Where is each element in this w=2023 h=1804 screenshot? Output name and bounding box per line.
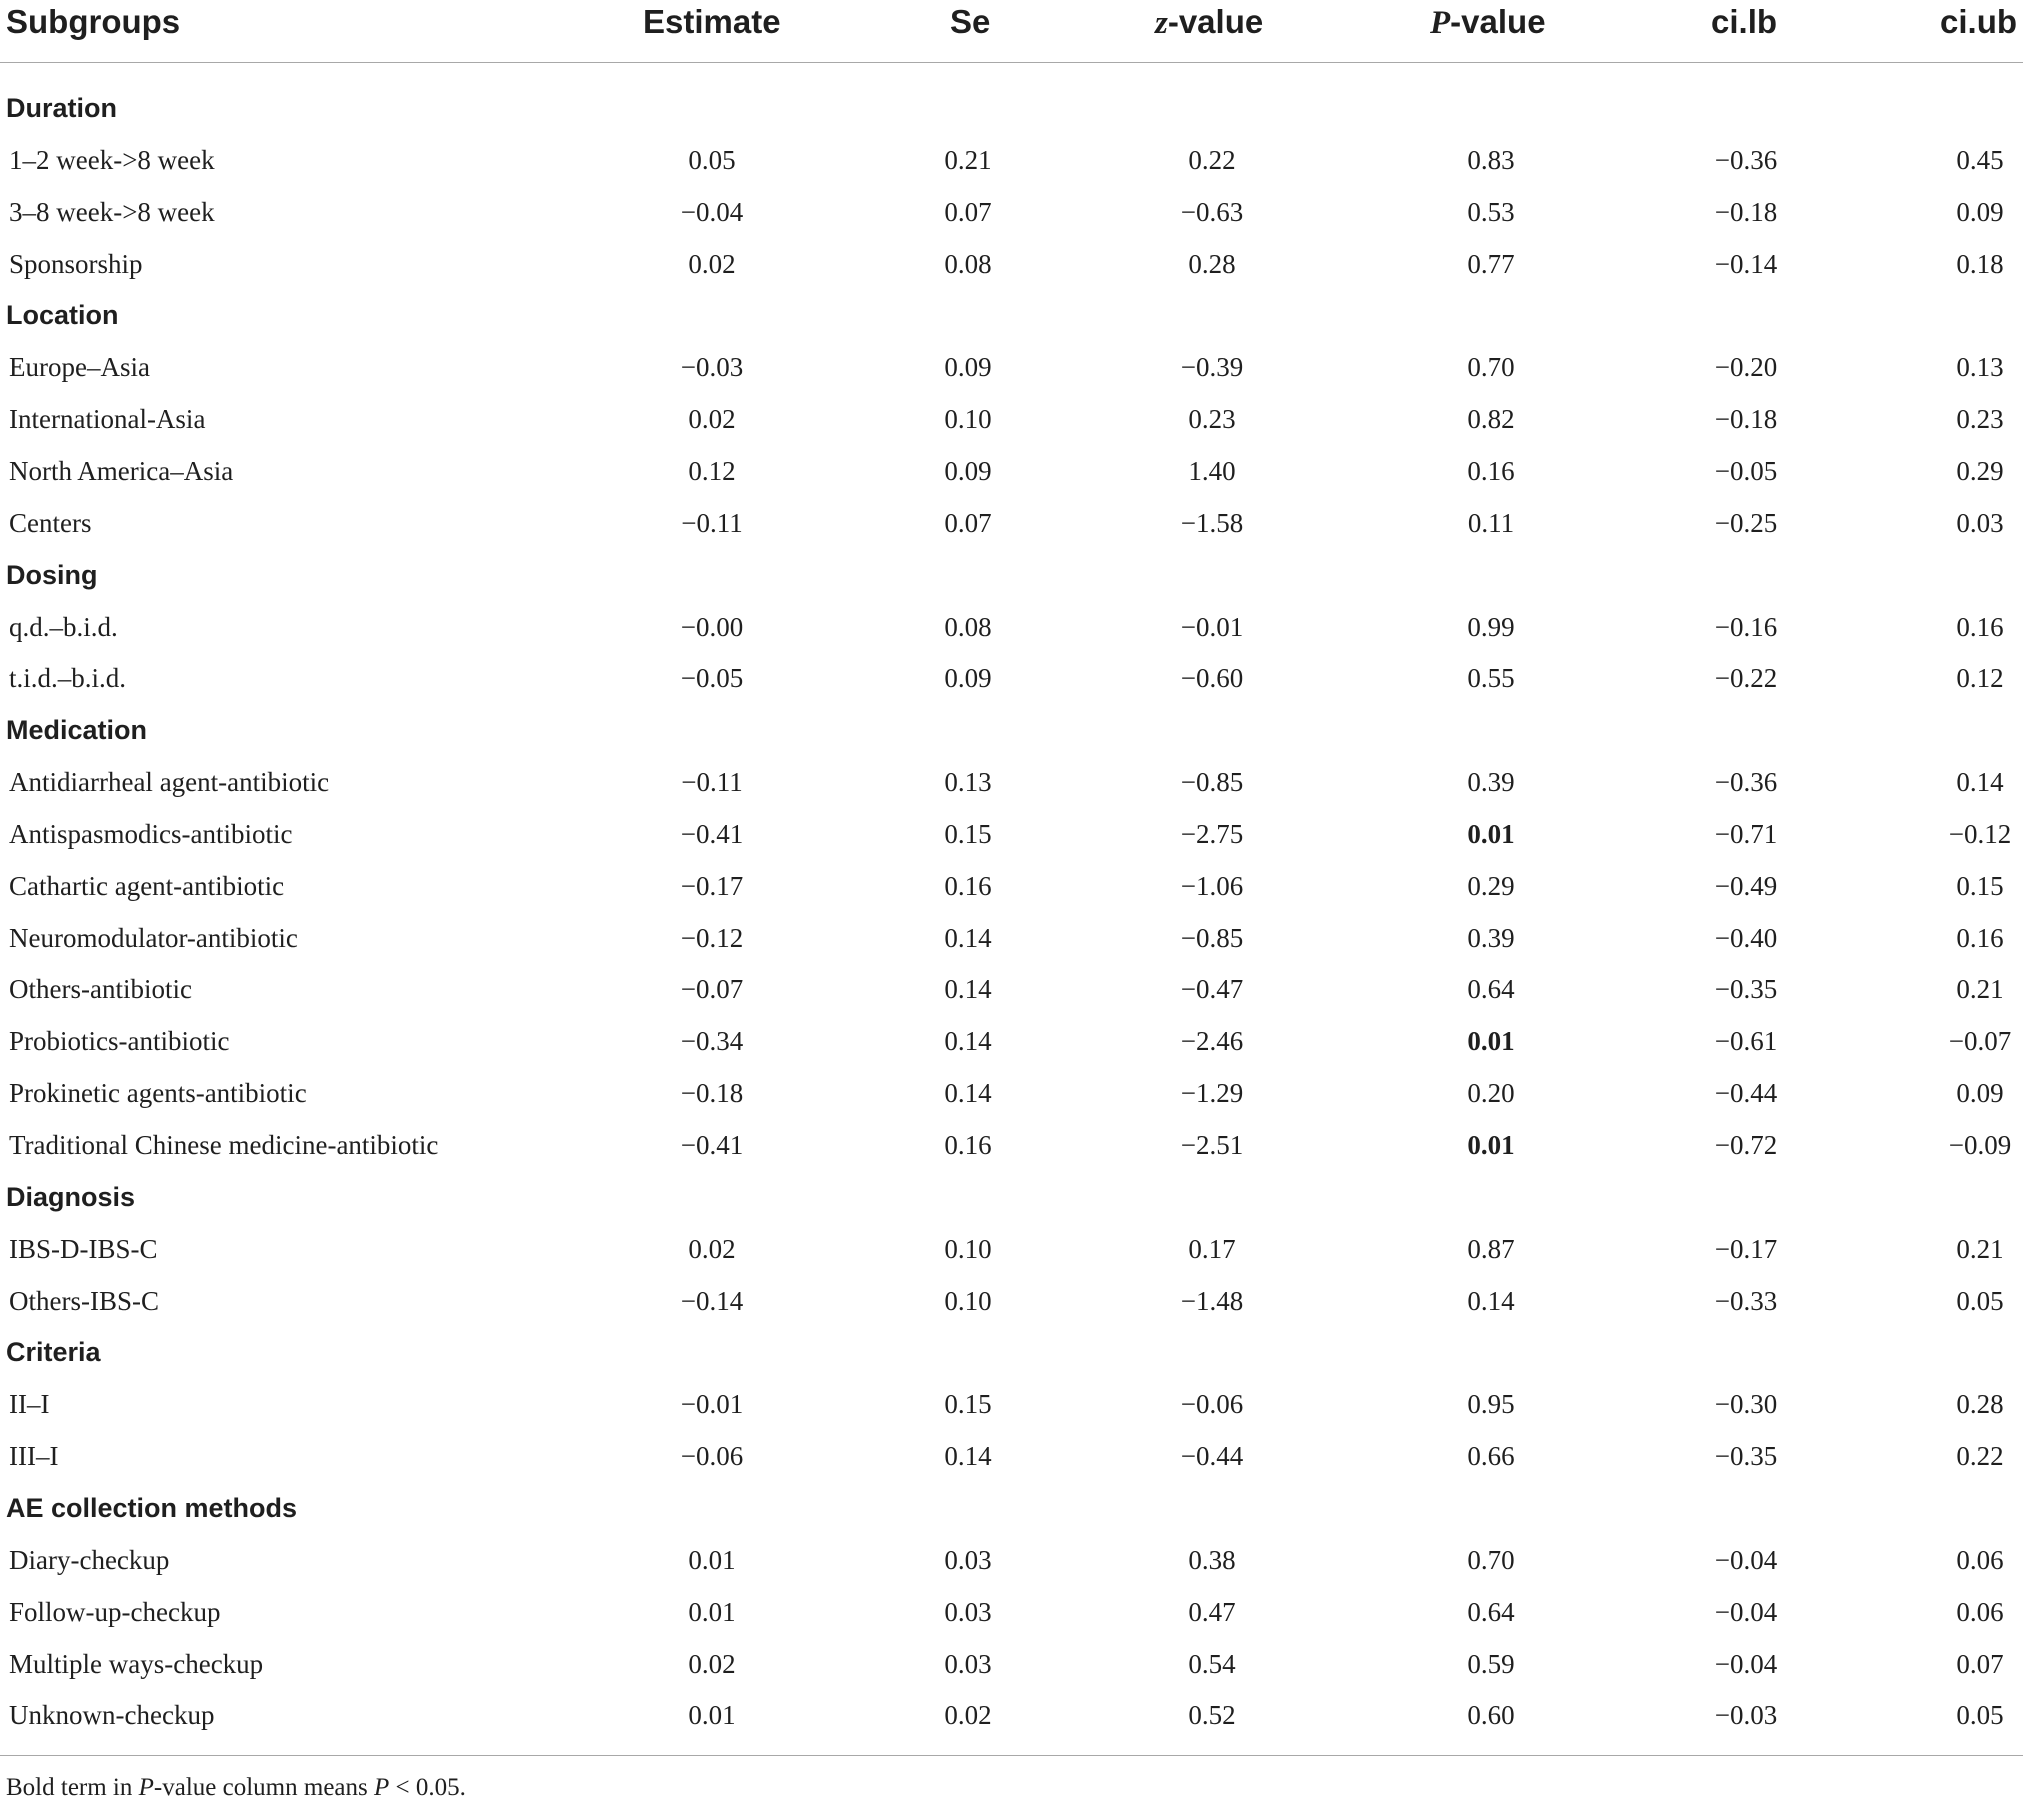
header-se: Se <box>950 3 991 40</box>
cell-z-value: 0.17 <box>1188 1233 1236 1264</box>
header-z-italic: z <box>1155 5 1168 41</box>
footnote-suffix: < 0.05. <box>389 1774 466 1801</box>
cell-se: 0.09 <box>944 455 992 486</box>
cell-ci-ub: 0.13 <box>1956 352 2004 383</box>
cell-z-value: 0.38 <box>1188 1544 1236 1575</box>
cell-subgroup: Probiotics-antibiotic <box>9 1026 230 1057</box>
cell-z-value: 0.28 <box>1188 248 1236 279</box>
cell-estimate: 0.02 <box>688 1648 736 1679</box>
group-label: AE collection methods <box>6 1492 298 1523</box>
cell-se: 0.15 <box>944 1389 992 1420</box>
cell-estimate: −0.05 <box>680 663 744 694</box>
cell-ci-ub: −0.12 <box>1948 818 2012 849</box>
cell-ci-lb: −0.04 <box>1714 1596 1778 1627</box>
cell-ci-lb: −0.16 <box>1714 611 1778 642</box>
cell-ci-lb: −0.04 <box>1714 1648 1778 1679</box>
cell-p-value: 0.39 <box>1467 767 1515 798</box>
cell-z-value: 1.40 <box>1188 455 1236 486</box>
footnote-p-italic-2: P <box>374 1774 390 1801</box>
cell-subgroup: Prokinetic agents-antibiotic <box>9 1078 307 1109</box>
cell-z-value: 0.47 <box>1188 1596 1236 1627</box>
cell-subgroup: 3–8 week->8 week <box>9 196 215 227</box>
cell-subgroup: t.i.d.–b.i.d. <box>9 663 127 694</box>
cell-ci-lb: −0.25 <box>1714 507 1778 538</box>
cell-z-value: 0.52 <box>1188 1700 1236 1731</box>
cell-ci-ub: −0.07 <box>1948 1026 2012 1057</box>
cell-estimate: −0.11 <box>681 767 743 798</box>
cell-subgroup: 1–2 week->8 week <box>9 144 215 175</box>
cell-estimate: −0.01 <box>680 1389 744 1420</box>
table-row <box>0 1223 2023 1275</box>
cell-se: 0.14 <box>944 1026 992 1057</box>
cell-p-value: 0.83 <box>1467 144 1515 175</box>
header-estimate: Estimate <box>643 3 781 40</box>
table-row <box>0 1119 2023 1171</box>
cell-estimate: 0.01 <box>688 1700 736 1731</box>
cell-estimate: 0.12 <box>688 455 736 486</box>
cell-ci-lb: −0.22 <box>1714 663 1778 694</box>
cell-z-value: 0.22 <box>1188 144 1236 175</box>
cell-ci-lb: −0.33 <box>1714 1285 1778 1316</box>
cell-z-value: −0.85 <box>1180 922 1244 953</box>
cell-p-value: 0.66 <box>1467 1441 1515 1472</box>
bottom-rule <box>0 1755 2023 1756</box>
cell-estimate: 0.01 <box>688 1596 736 1627</box>
table-row <box>0 497 2023 549</box>
cell-subgroup: Centers <box>9 507 92 538</box>
cell-ci-ub: 0.12 <box>1956 663 2004 694</box>
cell-ci-ub: 0.14 <box>1956 767 2004 798</box>
cell-p-value: 0.95 <box>1467 1389 1515 1420</box>
cell-ci-ub: 0.21 <box>1956 974 2004 1005</box>
cell-ci-ub: 0.28 <box>1956 1389 2004 1420</box>
cell-subgroup: Cathartic agent-antibiotic <box>9 870 285 901</box>
cell-z-value: 0.54 <box>1188 1648 1236 1679</box>
group-heading-row <box>0 1326 2023 1378</box>
cell-se: 0.09 <box>944 663 992 694</box>
cell-ci-ub: 0.15 <box>1956 870 2004 901</box>
table-row <box>0 652 2023 704</box>
table-row <box>0 963 2023 1015</box>
cell-se: 0.03 <box>944 1544 992 1575</box>
cell-p-value: 0.11 <box>1467 507 1515 538</box>
cell-subgroup: Europe–Asia <box>9 352 150 383</box>
cell-se: 0.21 <box>944 144 992 175</box>
table-row <box>0 134 2023 186</box>
cell-se: 0.16 <box>944 870 992 901</box>
cell-ci-lb: −0.49 <box>1714 870 1778 901</box>
cell-ci-ub: 0.16 <box>1956 611 2004 642</box>
cell-ci-ub: 0.05 <box>1956 1285 2004 1316</box>
cell-ci-ub: 0.18 <box>1956 248 2004 279</box>
group-heading-row <box>0 1482 2023 1534</box>
cell-ci-ub: 0.06 <box>1956 1544 2004 1575</box>
cell-p-value: 0.20 <box>1467 1078 1515 1109</box>
cell-p-value: 0.70 <box>1467 352 1515 383</box>
table-row <box>0 1586 2023 1638</box>
cell-estimate: −0.14 <box>680 1285 744 1316</box>
table-footnote <box>6 1773 466 1803</box>
cell-subgroup: Neuromodulator-antibiotic <box>9 922 298 953</box>
cell-z-value: −0.44 <box>1180 1441 1244 1472</box>
header-ci-ub: ci.ub <box>1940 3 2018 40</box>
group-label: Duration <box>6 93 117 123</box>
cell-ci-ub: 0.45 <box>1956 144 2004 175</box>
table-row <box>0 860 2023 912</box>
cell-se: 0.08 <box>944 611 992 642</box>
cell-estimate: −0.00 <box>680 611 744 642</box>
cell-se: 0.10 <box>944 1285 992 1316</box>
header-rule <box>0 62 2023 63</box>
table-row <box>0 601 2023 653</box>
table-row <box>0 756 2023 808</box>
cell-estimate: −0.18 <box>680 1078 744 1109</box>
cell-z-value: −0.60 <box>1180 663 1244 694</box>
cell-p-value: 0.60 <box>1467 1700 1515 1731</box>
cell-subgroup: Sponsorship <box>9 248 143 279</box>
cell-subgroup: Multiple ways-checkup <box>9 1648 264 1679</box>
cell-se: 0.16 <box>944 1130 992 1160</box>
cell-se: 0.08 <box>944 248 992 279</box>
group-label: Criteria <box>6 1337 101 1368</box>
cell-ci-ub: 0.06 <box>1956 1596 2004 1627</box>
table-row <box>0 1534 2023 1586</box>
cell-ci-lb: −0.36 <box>1714 144 1778 175</box>
cell-subgroup: Antidiarrheal agent-antibiotic <box>9 767 330 798</box>
cell-subgroup: II–I <box>9 1389 50 1420</box>
cell-subgroup: Unknown-checkup <box>9 1700 215 1731</box>
cell-ci-lb: −0.20 <box>1714 352 1778 383</box>
table-row <box>0 912 2023 964</box>
header-subgroups: Subgroups <box>6 3 181 40</box>
cell-subgroup: q.d.–b.i.d. <box>9 611 118 642</box>
cell-se: 0.10 <box>944 404 992 435</box>
cell-subgroup: Follow-up-checkup <box>9 1596 221 1627</box>
cell-estimate: −0.07 <box>680 974 744 1005</box>
cell-p-value: 0.59 <box>1467 1648 1515 1679</box>
group-heading-row <box>0 549 2023 601</box>
group-label: Dosing <box>6 559 98 590</box>
cell-estimate: −0.41 <box>680 818 744 849</box>
header-z-value <box>1155 0 1263 45</box>
cell-ci-ub: −0.09 <box>1948 1130 2012 1160</box>
table-row <box>0 1689 2023 1741</box>
cell-se: 0.02 <box>944 1700 992 1731</box>
cell-ci-lb: −0.18 <box>1714 196 1778 227</box>
cell-estimate: −0.04 <box>680 196 744 227</box>
cell-p-value: 0.99 <box>1467 611 1515 642</box>
cell-z-value: 0.23 <box>1188 404 1236 435</box>
cell-estimate: 0.01 <box>688 1544 736 1575</box>
cell-se: 0.14 <box>944 1441 992 1472</box>
cell-ci-lb: −0.36 <box>1714 767 1778 798</box>
cell-subgroup: IBS-D-IBS-C <box>9 1233 158 1264</box>
cell-se: 0.07 <box>944 507 992 538</box>
group-heading-row <box>0 1171 2023 1223</box>
cell-ci-ub: 0.03 <box>1956 507 2004 538</box>
table-row <box>0 186 2023 238</box>
cell-estimate: −0.12 <box>680 922 744 953</box>
table-row <box>0 341 2023 393</box>
cell-ci-lb: −0.04 <box>1714 1544 1778 1575</box>
table-row <box>0 1275 2023 1327</box>
cell-estimate: 0.02 <box>688 248 736 279</box>
cell-se: 0.13 <box>944 767 992 798</box>
group-label: Location <box>6 300 119 331</box>
table-row <box>0 1067 2023 1119</box>
cell-p-value: 0.82 <box>1467 404 1515 435</box>
cell-p-value: 0.29 <box>1467 870 1515 901</box>
cell-p-value: 0.53 <box>1467 196 1515 227</box>
cell-ci-ub: 0.05 <box>1956 1700 2004 1731</box>
cell-ci-lb: −0.14 <box>1714 248 1778 279</box>
cell-p-value: 0.87 <box>1467 1233 1515 1264</box>
cell-subgroup: Traditional Chinese medicine-antibiotic <box>9 1130 439 1160</box>
cell-z-value: −0.63 <box>1180 196 1244 227</box>
table-row <box>0 808 2023 860</box>
cell-z-value: −0.47 <box>1180 974 1244 1005</box>
cell-estimate: 0.02 <box>688 1233 736 1264</box>
cell-se: 0.15 <box>944 818 992 849</box>
cell-estimate: 0.05 <box>688 144 736 175</box>
cell-z-value: −2.46 <box>1180 1026 1244 1057</box>
cell-ci-ub: 0.16 <box>1956 922 2004 953</box>
group-heading-row <box>0 704 2023 756</box>
table-row <box>0 1015 2023 1067</box>
cell-subgroup: Antispasmodics-antibiotic <box>9 818 293 849</box>
cell-estimate: −0.34 <box>680 1026 744 1057</box>
cell-estimate: −0.41 <box>680 1130 744 1160</box>
cell-ci-ub: 0.09 <box>1956 196 2004 227</box>
cell-p-value: 0.55 <box>1467 663 1515 694</box>
table-row <box>0 1430 2023 1482</box>
header-p-rest: -value <box>1450 3 1546 40</box>
header-z-rest: -value <box>1167 3 1264 40</box>
cell-z-value: −0.39 <box>1180 352 1244 383</box>
cell-se: 0.03 <box>944 1648 992 1679</box>
cell-z-value: −1.58 <box>1180 507 1244 538</box>
cell-subgroup: North America–Asia <box>9 455 234 486</box>
table-row <box>0 1378 2023 1430</box>
cell-p-value: 0.01 <box>1467 1130 1515 1160</box>
cell-se: 0.03 <box>944 1596 992 1627</box>
cell-ci-ub: 0.23 <box>1956 404 2004 435</box>
cell-z-value: −2.75 <box>1180 818 1244 849</box>
cell-se: 0.10 <box>944 1233 992 1264</box>
cell-ci-lb: −0.17 <box>1714 1233 1778 1264</box>
cell-z-value: −0.85 <box>1180 767 1244 798</box>
header-ci-lb: ci.lb <box>1711 3 1778 40</box>
cell-estimate: −0.17 <box>680 870 744 901</box>
cell-subgroup: Diary-checkup <box>9 1544 170 1575</box>
cell-subgroup: Others-antibiotic <box>9 974 192 1005</box>
table-row <box>0 1638 2023 1690</box>
cell-se: 0.14 <box>944 974 992 1005</box>
cell-subgroup: Others-IBS-C <box>9 1285 159 1316</box>
cell-ci-lb: −0.35 <box>1714 1441 1778 1472</box>
cell-se: 0.14 <box>944 922 992 953</box>
cell-z-value: −1.48 <box>1180 1285 1244 1316</box>
cell-se: 0.09 <box>944 352 992 383</box>
cell-ci-ub: 0.29 <box>1956 455 2004 486</box>
cell-p-value: 0.39 <box>1467 922 1515 953</box>
cell-se: 0.07 <box>944 196 992 227</box>
group-label: Diagnosis <box>6 1181 136 1212</box>
cell-p-value: 0.01 <box>1467 818 1515 849</box>
cell-p-value: 0.64 <box>1467 1596 1515 1627</box>
cell-estimate: −0.03 <box>680 352 744 383</box>
cell-ci-lb: −0.61 <box>1714 1026 1778 1057</box>
cell-p-value: 0.77 <box>1467 248 1515 279</box>
cell-ci-ub: 0.22 <box>1956 1441 2004 1472</box>
cell-se: 0.14 <box>944 1078 992 1109</box>
cell-z-value: −2.51 <box>1180 1130 1244 1160</box>
cell-z-value: −1.06 <box>1180 870 1244 901</box>
cell-ci-lb: −0.35 <box>1714 974 1778 1005</box>
group-heading-row <box>0 82 2023 134</box>
cell-ci-lb: −0.30 <box>1714 1389 1778 1420</box>
cell-z-value: −0.06 <box>1180 1389 1244 1420</box>
cell-estimate: −0.11 <box>681 507 743 538</box>
group-heading-row <box>0 289 2023 341</box>
cell-ci-ub: 0.07 <box>1956 1648 2004 1679</box>
cell-p-value: 0.01 <box>1467 1026 1515 1057</box>
cell-z-value: −0.01 <box>1180 611 1244 642</box>
cell-ci-ub: 0.21 <box>1956 1233 2004 1264</box>
table-row <box>0 393 2023 445</box>
cell-subgroup: III–I <box>9 1441 59 1472</box>
footnote-prefix: Bold term in <box>6 1774 139 1801</box>
cell-ci-ub: 0.09 <box>1956 1078 2004 1109</box>
cell-ci-lb: −0.18 <box>1714 404 1778 435</box>
cell-p-value: 0.70 <box>1467 1544 1515 1575</box>
cell-p-value: 0.64 <box>1467 974 1515 1005</box>
table-header <box>0 0 2023 60</box>
cell-z-value: −1.29 <box>1180 1078 1244 1109</box>
cell-ci-lb: −0.05 <box>1714 455 1778 486</box>
cell-p-value: 0.16 <box>1467 455 1515 486</box>
cell-ci-lb: −0.71 <box>1714 818 1778 849</box>
header-p-italic: P <box>1430 5 1451 41</box>
table-row <box>0 445 2023 497</box>
header-p-value <box>1430 0 1546 45</box>
group-label: Medication <box>6 715 148 746</box>
cell-subgroup: International-Asia <box>9 404 206 435</box>
footnote-middle: -value column means <box>153 1774 374 1801</box>
footnote-p-italic: P <box>138 1774 154 1801</box>
table-row <box>0 238 2023 290</box>
cell-ci-lb: −0.03 <box>1714 1700 1778 1731</box>
cell-ci-lb: −0.72 <box>1714 1130 1778 1160</box>
cell-ci-lb: −0.44 <box>1714 1078 1778 1109</box>
cell-estimate: 0.02 <box>688 404 736 435</box>
cell-ci-lb: −0.40 <box>1714 922 1778 953</box>
cell-estimate: −0.06 <box>680 1441 744 1472</box>
cell-p-value: 0.14 <box>1467 1285 1515 1316</box>
